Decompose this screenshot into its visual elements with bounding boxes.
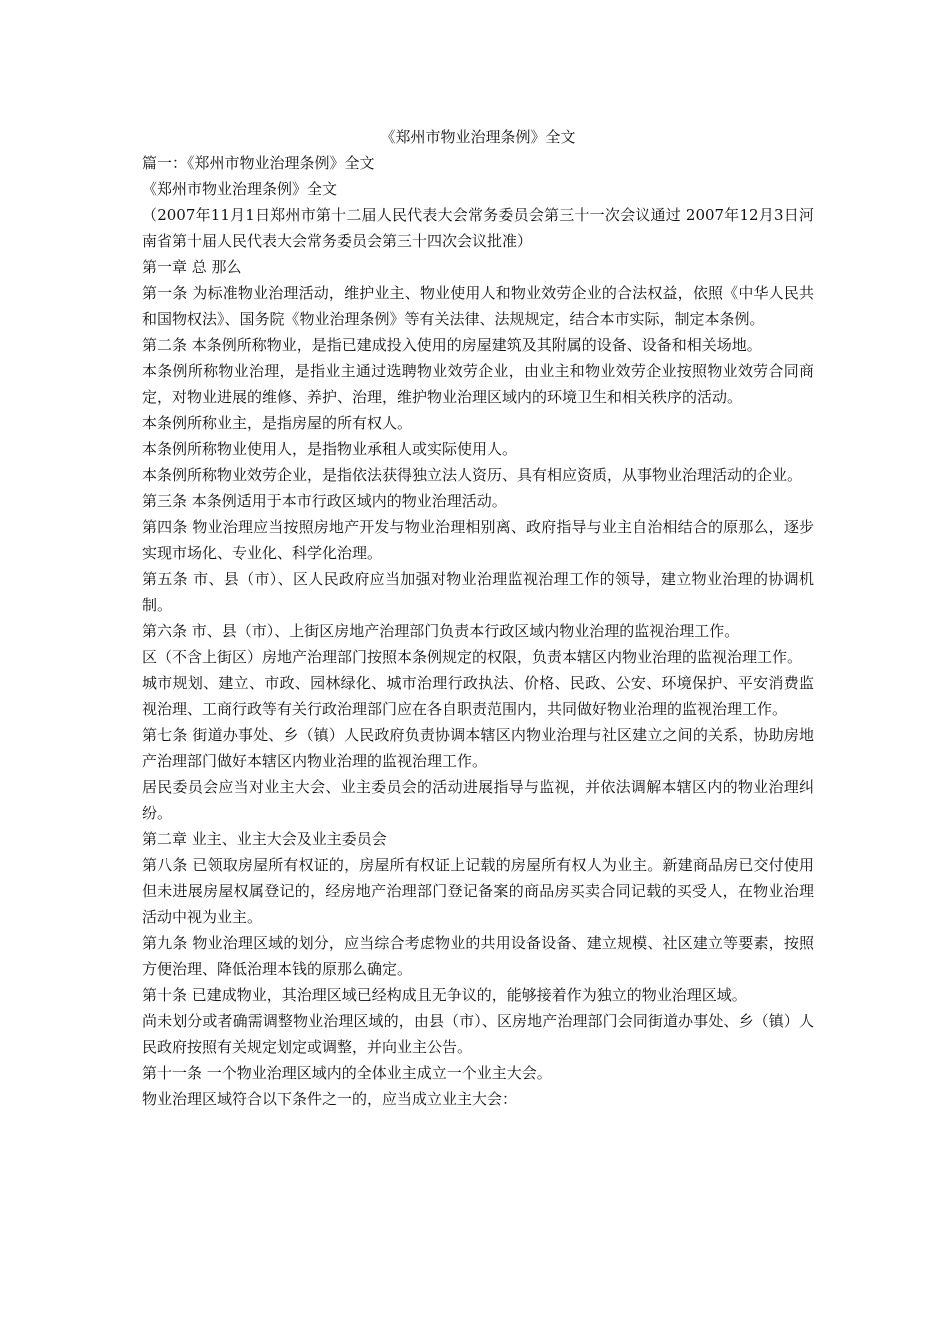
article-10: 第十条 已建成物业，其治理区域已经构成且无争议的，能够接着作为独立的物业治理区域。 bbox=[142, 986, 747, 1004]
document-body bbox=[142, 124, 814, 1112]
article-6: 第六条 市、县（市）、上街区房地产治理部门负责本行政区域内物业治理的监视治理工作。 bbox=[142, 622, 740, 640]
chapter-1-heading: 第一章 总 那么 bbox=[142, 258, 242, 276]
article-7-clause-2: 居民委员会应当对业主大会、业主委员会的活动进展指导与监视，并依法调解本辖区内的物业治理纠纷。 bbox=[142, 778, 814, 822]
article-6-clause-2: 区（不含上街区）房地产治理部门按照本条例规定的权限，负责本辖区内物业治理的监视治理工作。 bbox=[142, 648, 803, 666]
article-9: 第九条 物业治理区域的划分，应当综合考虑物业的共用设备设备、建立规模、社区建立等要素，按照方便治理、降低治理本钱的原那么确定。 bbox=[142, 934, 814, 978]
article-2: 第二条 本条例所称物业，是指已建成投入使用的房屋建筑及其附属的设备、设备和相关场地。 bbox=[142, 336, 762, 354]
article-3: 第三条 本条例适用于本市行政区域内的物业治理活动。 bbox=[142, 492, 507, 510]
chapter-2-heading: 第二章 业主、业主大会及业主委员会 bbox=[142, 830, 387, 848]
article-2-clause-4: 本条例所称物业使用人，是指物业承租人或实际使用人。 bbox=[142, 440, 518, 458]
article-7: 第七条 街道办事处、乡（镇）人民政府负责协调本辖区内物业治理与社区建立之间的关系，协助房地产治理部门做好本辖区内物业治理的监视治理工作。 bbox=[142, 726, 814, 770]
article-6-clause-3: 城市规划、建立、市政、园林绿化、城市治理行政执法、价格、民政、公安、环境保护、平安消费监视治理、工商行政等有关行政治理部门应在各自职责范围内，共同做好物业治理的监视治理工作。 bbox=[142, 674, 814, 718]
article-8: 第八条 已领取房屋所有权证的，房屋所有权证上记载的房屋所有权人为业主。新建商品房已交付使用但未进展房屋权属登记的，经房地产治理部门登记备案的商品房买卖合同记载的买受人，在物业治理活动中视为业主。 bbox=[142, 856, 814, 926]
article-1: 第一条 为标准物业治理活动，维护业主、物业使用人和物业效劳企业的合法权益，依照《中华人民共和国物权法》、国务院《物业治理条例》等有关法律、法规规定，结合本市实际，制定本条例。 bbox=[142, 284, 814, 328]
document-title: 《郑州市物业治理条例》全文 bbox=[380, 128, 576, 146]
article-2-clause-3: 本条例所称业主，是指房屋的所有权人。 bbox=[142, 414, 413, 432]
article-11-clause-2: 物业治理区域符合以下条件之一的，应当成立业主大会： bbox=[142, 1090, 518, 1108]
article-11: 第十一条 一个物业治理区域内的全体业主成立一个业主大会。 bbox=[142, 1064, 552, 1082]
paragraph-3: （2007年11月1日郑州市第十二届人民代表大会常务委员会第三十一次会议通过 2007年12月3日河南省第十届人民代表大会常务委员会第三十四次会议批准） bbox=[142, 206, 814, 250]
article-2-clause-2: 本条例所称物业治理，是指业主通过选聘物业效劳企业，由业主和物业效劳企业按照物业效劳合同商定，对物业进展的维修、养护、治理，维护物业治理区域内的环境卫生和相关秩序的活动。 bbox=[142, 362, 814, 406]
article-4: 第四条 物业治理应当按照房地产开发与物业治理相别离、政府指导与业主自治相结合的原那么，逐步实现市场化、专业化、科学化治理。 bbox=[142, 518, 814, 562]
paragraph-1: 篇一：《郑州市物业治理条例》全文 bbox=[142, 154, 375, 172]
article-10-clause-2: 尚未划分或者确需调整物业治理区域的，由县（市）、区房地产治理部门会同街道办事处、乡（镇）人民政府按照有关规定划定或调整，并向业主公告。 bbox=[142, 1012, 814, 1056]
article-5: 第五条 市、县（市）、区人民政府应当加强对物业治理监视治理工作的领导，建立物业治理的协调机制。 bbox=[142, 570, 814, 614]
article-2-clause-5: 本条例所称物业效劳企业，是指依法获得独立法人资历、具有相应资质，从事物业治理活动的企业。 bbox=[142, 466, 803, 484]
paragraph-2: 《郑州市物业治理条例》全文 bbox=[142, 180, 338, 198]
